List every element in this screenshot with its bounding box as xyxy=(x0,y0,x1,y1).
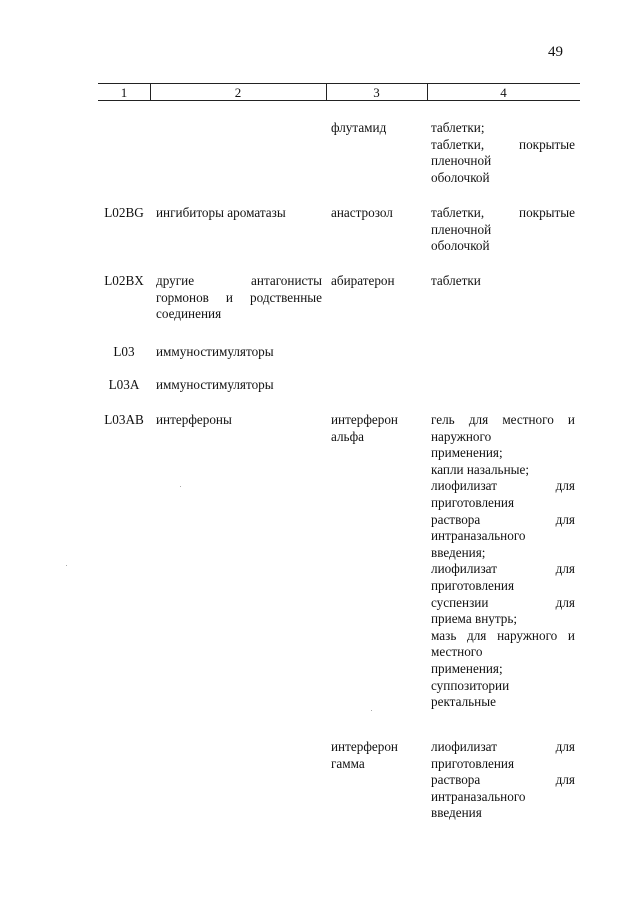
scan-speck xyxy=(180,486,181,487)
dosage-forms xyxy=(431,739,575,822)
dosage-form-line: лиофилизат для xyxy=(431,478,575,494)
dosage-form-line: раствора для xyxy=(431,772,575,788)
drug-name: абиратерон xyxy=(331,273,395,288)
header-col-4: 4 xyxy=(500,85,507,100)
dosage-form-line: пленочной xyxy=(431,153,492,169)
dosage-forms xyxy=(431,120,575,186)
dosage-form-line: приготовления xyxy=(431,755,515,771)
dosage-form-line: мазь для наружного и xyxy=(431,627,575,643)
dosage-form-line: местного xyxy=(431,644,483,660)
dosage-form-line: лиофилизат для xyxy=(431,739,575,754)
dosage-form-line: интраназального xyxy=(431,528,526,544)
group-name: интерфероны xyxy=(156,412,232,427)
dosage-form-line: капли назальные; xyxy=(431,461,529,477)
dosage-form-line: гель для местного и xyxy=(431,412,575,427)
dosage-form-line: ректальные xyxy=(431,694,496,710)
dosage-form-line: лиофилизат для xyxy=(431,561,575,577)
dosage-form-line: введения; xyxy=(431,544,486,560)
atc-code: L02BG xyxy=(104,205,144,220)
dosage-form-line: раствора для xyxy=(431,511,575,527)
dosage-form-line: суспензии для xyxy=(431,594,575,610)
dosage-form-line: применения; xyxy=(431,445,503,461)
dosage-form-line: приготовления xyxy=(431,494,515,510)
atc-code: L03 xyxy=(113,344,135,359)
page-number: 49 xyxy=(548,44,563,60)
group-name: иммуностимуляторы xyxy=(156,344,274,359)
dosage-form-line: пленочной xyxy=(431,221,492,237)
dosage-form-line: введения xyxy=(431,805,482,821)
table-header xyxy=(98,83,580,101)
drug-name: анастрозол xyxy=(331,205,393,220)
dosage-form-line: оболочкой xyxy=(431,238,490,254)
dosage-form-line: интраназального xyxy=(431,788,526,804)
dosage-form-line: приготовления xyxy=(431,577,515,593)
group-name: другие антагонисты гормонов и родственные соединения xyxy=(156,273,322,322)
dosage-form-line: наружного xyxy=(431,428,492,444)
header-col-3: 3 xyxy=(373,85,380,100)
group-name: ингибиторы ароматазы xyxy=(156,205,286,220)
group-name: иммуностимуляторы xyxy=(156,377,274,392)
dosage-forms xyxy=(431,273,575,290)
drug-name: интерферон альфа xyxy=(331,412,398,444)
atc-code: L03AB xyxy=(104,412,144,427)
dosage-form-line: приема внутрь; xyxy=(431,611,518,627)
atc-code: L02BX xyxy=(104,273,144,288)
dosage-form-line: оболочкой xyxy=(431,169,490,185)
header-col-2: 2 xyxy=(234,85,242,100)
dosage-form-line: таблетки, покрытые xyxy=(431,136,575,152)
dosage-form-line: суппозитории xyxy=(431,677,510,693)
dosage-form-line: таблетки xyxy=(431,273,481,288)
dosage-form-line: таблетки, покрытые xyxy=(431,205,575,220)
drug-name: интерферон гамма xyxy=(331,739,398,771)
dosage-form-line: таблетки; xyxy=(431,120,485,135)
dosage-forms xyxy=(431,205,575,255)
header-col-1: 1 xyxy=(120,85,128,100)
atc-code: L03A xyxy=(108,377,140,392)
scan-speck xyxy=(66,565,67,566)
dosage-forms xyxy=(431,412,575,711)
scan-speck xyxy=(371,710,372,711)
drug-name: флутамид xyxy=(331,120,387,135)
dosage-form-line: применения; xyxy=(431,660,503,676)
